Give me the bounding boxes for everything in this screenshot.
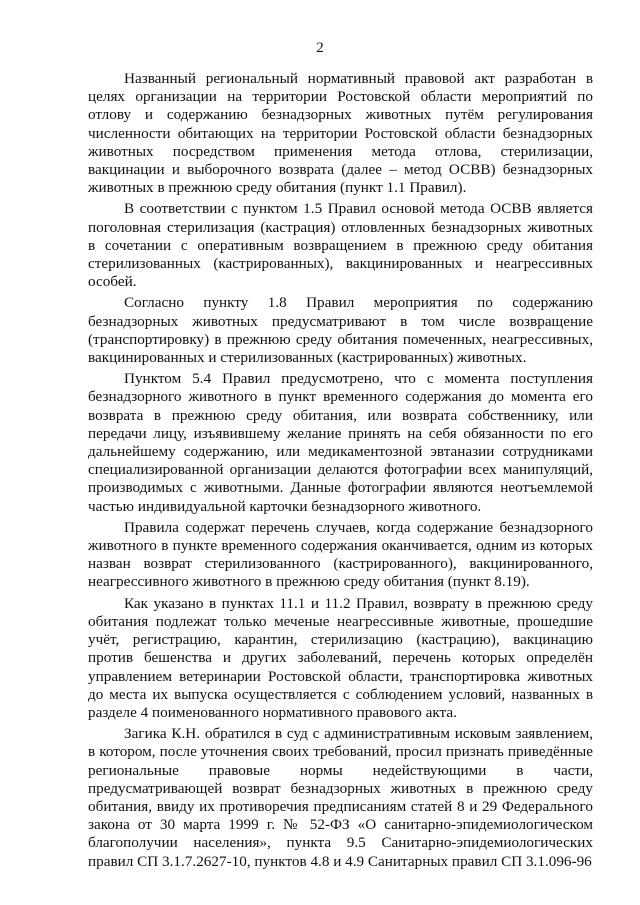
paragraph-6: Как указано в пунктах 11.1 и 11.2 Правил, возврату в прежнюю среду обитания подлежат только меченые неагрессивные животные, прошедшие учёт, регистрацию, карантин, стерилизацию (кастрацию), вакцинацию против бешенства и других заболеваний, перечень которых определён управлением ветеринарии Ростовской области, транспортировка животных до места их выпуска осуществляется с соблюдением условий, названных в разделе 4 поименованного нормативного правового акта. [88, 594, 593, 721]
paragraph-5: Правила содержат перечень случаев, когда содержание безнадзорного животного в пункте временного содержания оканчивается, одним из которых назван возврат стерилизованного (кастрированного), вакцинированного, неагрессивного животного в прежнюю среду обитания (пункт 8.19). [88, 518, 593, 591]
document-body [88, 70, 593, 874]
paragraph-4: Пунктом 5.4 Правил предусмотрено, что с момента поступления безнадзорного животного в пункт временного содержания до момента его возврата в прежнюю среду обитания, или возврата собственнику, или передачи лицу, изъявившему желание принять на себя обязанности по его дальнейшему содержанию, или медикаментозной эвтаназии сотрудниками специализированной организации делаются фотографии всех манипуляций, производимых с животными. Данные фотографии являются неотъемлемой частью индивидуальной карточки безнадзорного животного. [88, 370, 593, 515]
paragraph-7: Загика К.Н. обратился в суд с административным исковым заявлением, в котором, после уточнения своих требований, просил признать приведённые региональные правовые нормы недействующими в части, предусматривающей возврат безнадзорных животных в прежнюю среду обитания, ввиду их противоречия предписаниям статей 8 и 29 Федерального закона от 30 марта 1999 г. № 52-ФЗ «О санитарно-эпидемиологическом благополучии населения», пункта 9.5 Санитарно-эпидемиологических правил СП 3.1.7.2627-10, пунктов 4.8 и 4.9 Санитарных правил СП 3.1.096-96 [88, 725, 593, 870]
paragraph-1: Названный региональный нормативный правовой акт разработан в целях организации на территории Ростовской области мероприятий по отлову и содержанию безнадзорных животных путём регулирования численности обитающих на территории Ростовской области безнадзорных животных посредством применения метода отлова, стерилизации, вакцинации и выборочного возврата (далее – метод ОСВВ) безнадзорных животных в прежнюю среду обитания (пункт 1.1 Правил). [88, 70, 593, 197]
paragraph-3: Согласно пункту 1.8 Правил мероприятия по содержанию безнадзорных животных предусматривают в том числе возвращение (транспортировку) в прежнюю среду обитания помеченных, неагрессивных, вакцинированных и стерилизованных (кастрированных) животных. [88, 294, 593, 367]
paragraph-2: В соответствии с пунктом 1.5 Правил основой метода ОСВВ является поголовная стерилизация (кастрация) отловленных безнадзорных животных в сочетании с оперативным возвращением в прежнюю среду обитания стерилизованных (кастрированных), вакцинированных и неагрессивных особей. [88, 200, 593, 291]
page-number: 2 [316, 40, 324, 56]
